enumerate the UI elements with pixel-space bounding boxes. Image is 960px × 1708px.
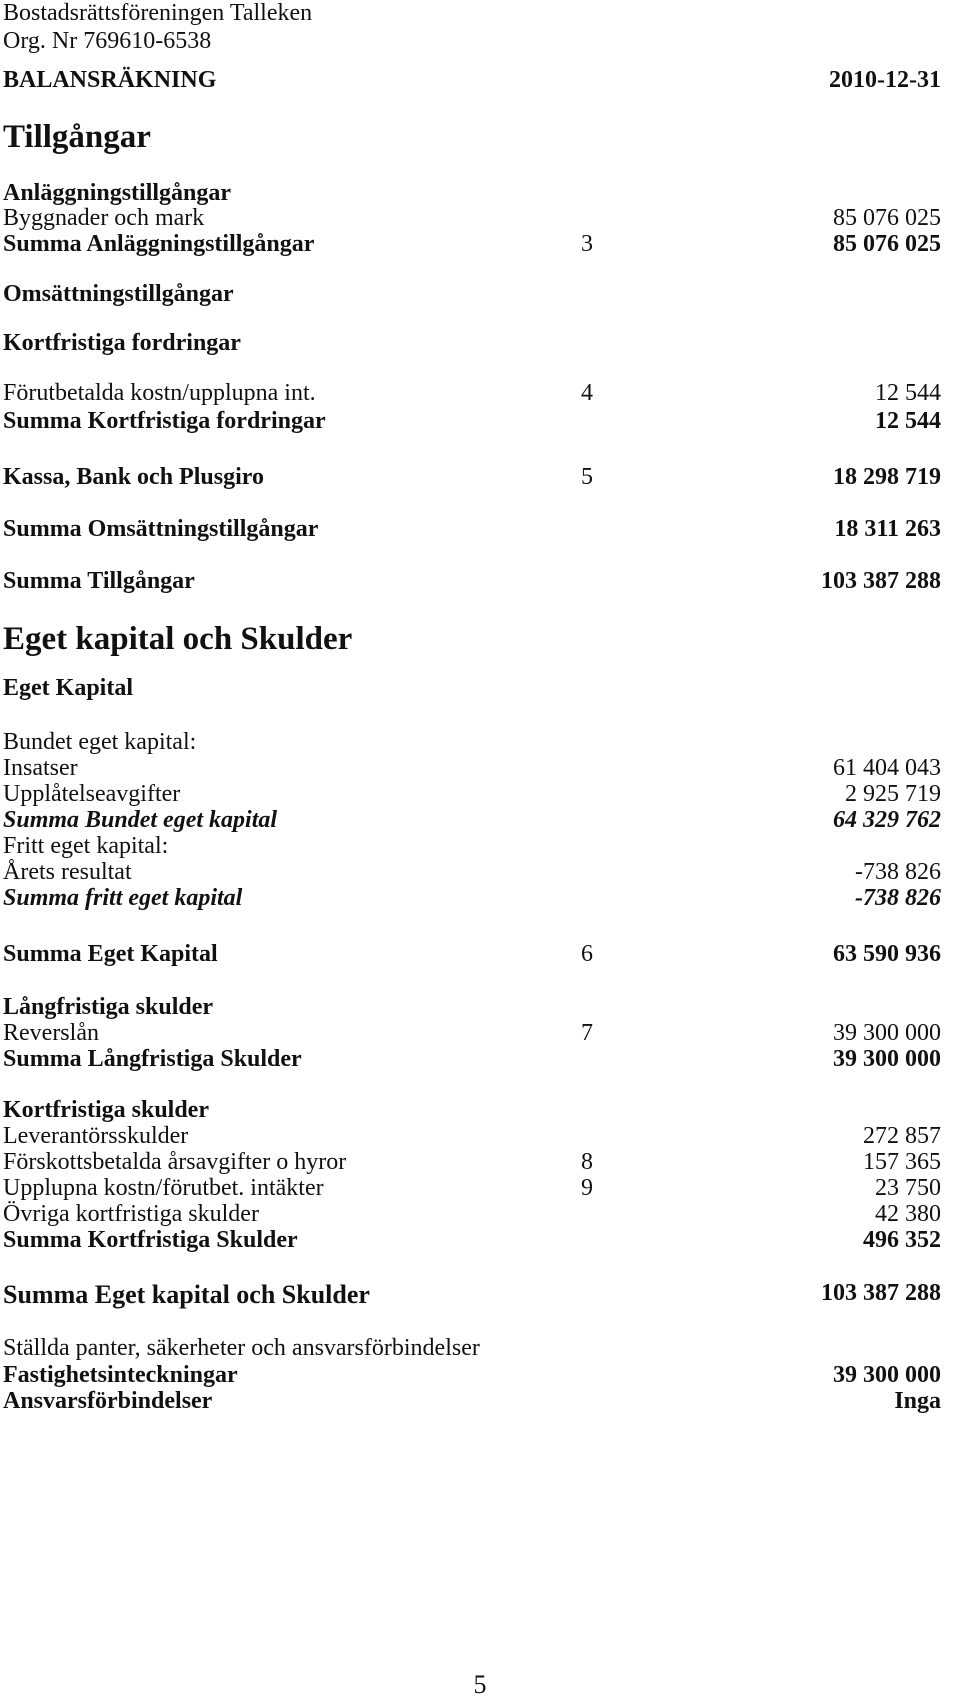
- equity-sum-note: 6: [581, 941, 593, 967]
- shortterm-sum-label: Summa Kortfristiga Skulder: [3, 1227, 298, 1253]
- prepaid-fees-amount: 157 365: [863, 1149, 941, 1175]
- reverslan-amount: 39 300 000: [833, 1020, 941, 1046]
- equity-sum-label: Summa Eget Kapital: [3, 941, 218, 967]
- receivables-heading-line: [0, 330, 960, 360]
- assets-total-amount: 103 387 288: [821, 568, 941, 594]
- receivables-sum-row: [0, 408, 960, 438]
- longterm-sum-amount: 39 300 000: [833, 1046, 941, 1072]
- equity-liabilities-heading-line: [0, 621, 960, 661]
- equity-liabilities-total-label: Summa Eget kapital och Skulder: [3, 1280, 370, 1309]
- prepaid-amount: 12 544: [875, 380, 941, 406]
- cash-note: 5: [581, 464, 593, 490]
- other-liabilities-label: Övriga kortfristiga skulder: [3, 1201, 259, 1227]
- longterm-heading: Långfristiga skulder: [3, 994, 214, 1020]
- assets-total-label: Summa Tillgångar: [3, 568, 195, 594]
- receivables-sum-amount: 12 544: [875, 408, 941, 434]
- upplatelse-amount: 2 925 719: [845, 781, 941, 807]
- org-name-line: [0, 0, 960, 30]
- equity-liabilities-total-row: [0, 1280, 960, 1310]
- assets-heading: Tillgångar: [3, 119, 151, 155]
- suppliers-amount: 272 857: [863, 1123, 941, 1149]
- org-name: Bostadsrättsföreningen Talleken: [3, 0, 313, 26]
- shortterm-heading: Kortfristiga skulder: [3, 1097, 209, 1123]
- org-number-line: [0, 28, 960, 58]
- contingent-row: [0, 1388, 960, 1418]
- title-line: [0, 67, 960, 97]
- buildings-amount: 85 076 025: [833, 205, 941, 231]
- contingent-amount: Inga: [894, 1388, 941, 1414]
- insatser-label: Insatser: [3, 755, 78, 781]
- receivables-heading: Kortfristiga fordringar: [3, 330, 241, 356]
- result-amount: -738 826: [855, 859, 941, 885]
- accrued-amount: 23 750: [875, 1175, 941, 1201]
- free-equity-sum-row: [0, 885, 960, 915]
- fixed-assets-sum-label: Summa Anläggningstillgångar: [3, 231, 315, 257]
- result-label: Årets resultat: [3, 859, 132, 885]
- fixed-assets-sum-row: [0, 231, 960, 261]
- prepaid-row: [0, 380, 960, 410]
- reverslan-note: 7: [581, 1020, 593, 1046]
- insatser-amount: 61 404 043: [833, 755, 941, 781]
- fixed-assets-sum-note: 3: [581, 231, 593, 257]
- free-equity-sum-amount: -738 826: [855, 885, 941, 911]
- page-number: 5: [473, 1670, 487, 1699]
- free-equity-sum-label: Summa fritt eget kapital: [3, 885, 243, 911]
- prepaid-fees-label: Förskottsbetalda årsavgifter o hyror: [3, 1149, 347, 1175]
- accrued-note: 9: [581, 1175, 593, 1201]
- current-assets-sum-row: [0, 516, 960, 546]
- free-equity-heading: Fritt eget kapital:: [3, 833, 169, 859]
- pledges-heading: Ställda panter, säkerheter och ansvarsförbindelser: [3, 1335, 480, 1361]
- cash-amount: 18 298 719: [833, 464, 941, 490]
- assets-total-row: [0, 568, 960, 598]
- fixed-assets-heading: Anläggningstillgångar: [3, 180, 232, 206]
- cash-label: Kassa, Bank och Plusgiro: [3, 464, 264, 490]
- mortgages-label: Fastighetsinteckningar: [3, 1362, 238, 1388]
- restricted-equity-heading: Bundet eget kapital:: [3, 729, 197, 755]
- receivables-sum-label: Summa Kortfristiga fordringar: [3, 408, 326, 434]
- longterm-sum-row: [0, 1046, 960, 1076]
- upplatelse-label: Upplåtelseavgifter: [3, 781, 181, 807]
- prepaid-label: Förutbetalda kostn/upplupna int.: [3, 380, 316, 406]
- reverslan-label: Reverslån: [3, 1020, 99, 1046]
- equity-sum-amount: 63 590 936: [833, 941, 941, 967]
- cash-row: [0, 464, 960, 494]
- equity-heading: Eget Kapital: [3, 675, 133, 701]
- suppliers-label: Leverantörsskulder: [3, 1123, 189, 1149]
- restricted-equity-sum-amount: 64 329 762: [833, 807, 941, 833]
- equity-heading-line: [0, 675, 960, 705]
- report-date: 2010-12-31: [829, 67, 941, 93]
- current-assets-sum-amount: 18 311 263: [834, 516, 941, 542]
- assets-heading-line: [0, 119, 960, 159]
- other-liabilities-amount: 42 380: [875, 1201, 941, 1227]
- current-assets-sum-label: Summa Omsättningstillgångar: [3, 516, 319, 542]
- pledges-heading-line: [0, 1335, 960, 1365]
- prepaid-note: 4: [581, 380, 593, 406]
- restricted-equity-sum-label: Summa Bundet eget kapital: [3, 807, 278, 833]
- equity-liabilities-total-amount: 103 387 288: [821, 1280, 941, 1306]
- contingent-label: Ansvarsförbindelser: [3, 1388, 213, 1414]
- fixed-assets-sum-amount: 85 076 025: [833, 231, 941, 257]
- shortterm-sum-row: [0, 1227, 960, 1257]
- page-title: BALANSRÄKNING: [3, 67, 217, 93]
- equity-sum-row: [0, 941, 960, 971]
- longterm-sum-label: Summa Långfristiga Skulder: [3, 1046, 302, 1072]
- shortterm-sum-amount: 496 352: [863, 1227, 941, 1253]
- org-number: Org. Nr 769610-6538: [3, 28, 212, 54]
- current-assets-heading-line: [0, 281, 960, 311]
- accrued-label: Upplupna kostn/förutbet. intäkter: [3, 1175, 324, 1201]
- current-assets-heading: Omsättningstillgångar: [3, 281, 234, 307]
- equity-liabilities-heading: Eget kapital och Skulder: [3, 621, 353, 657]
- mortgages-amount: 39 300 000: [833, 1362, 941, 1388]
- prepaid-fees-note: 8: [581, 1149, 593, 1175]
- buildings-label: Byggnader och mark: [3, 205, 205, 231]
